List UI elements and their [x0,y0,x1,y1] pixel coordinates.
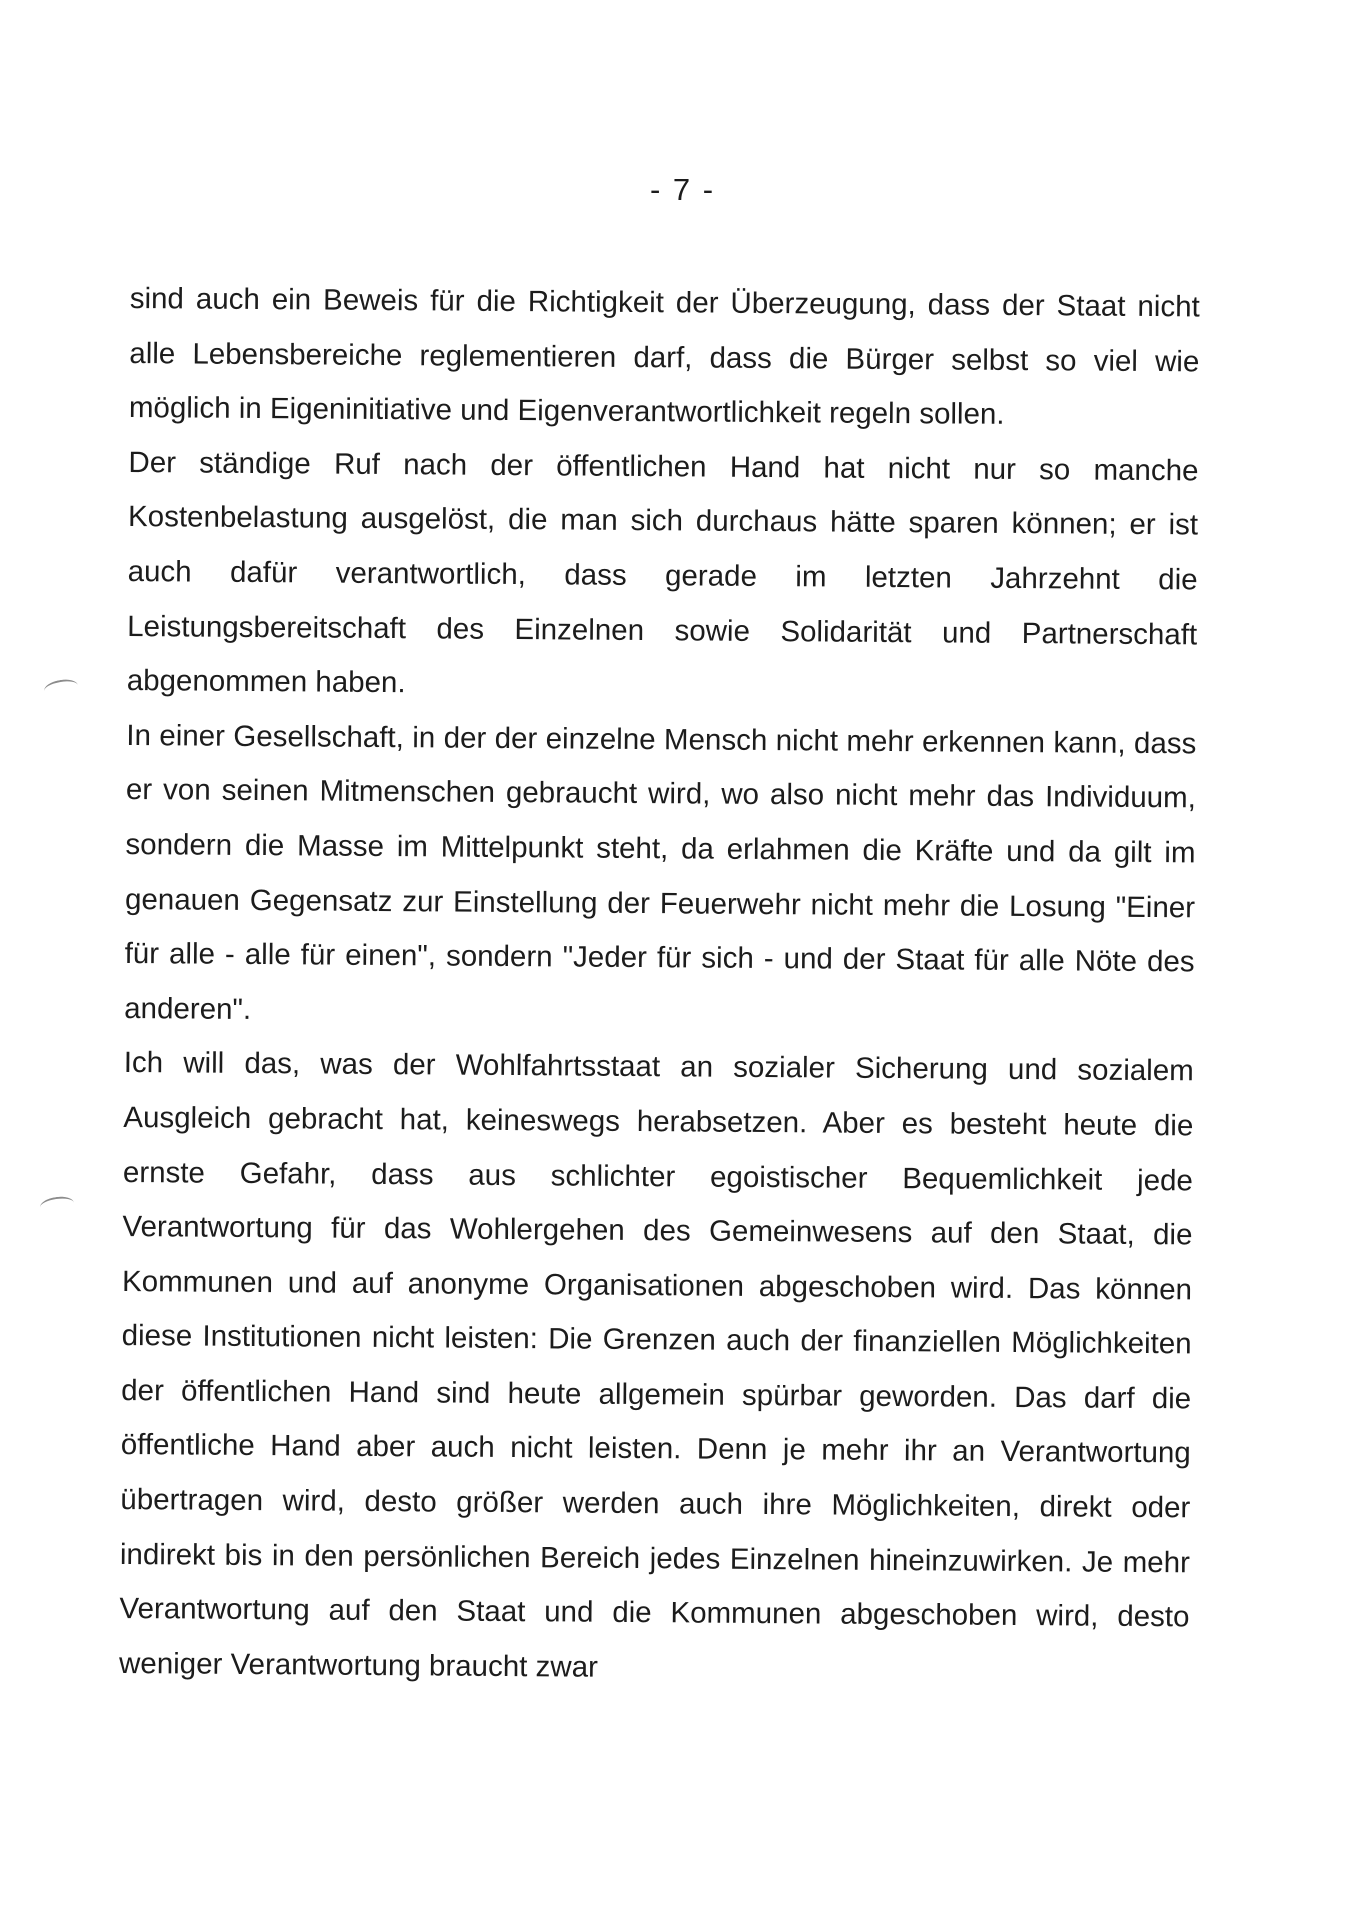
punch-hole-mark [43,677,79,699]
punch-hole-mark [39,1195,75,1216]
paragraph: Der ständige Ruf nach der öffentlichen Hand hat nicht nur so manche Kostenbelastung ausgelöst, die man sich durchaus hätte sparen können; er ist auch dafür verantwortlich, dass gerade im letzten Jahrzehnt die Leistungsbereitschaft des Einzelnen sowie Solidarität und Partnerschaft abgenommen haben. [126,445,1199,700]
page-number: - 7 - [649,172,716,207]
paragraph: Ich will das, was der Wohlfahrtsstaat an sozialer Sicherung und sozialem Ausgleich gebracht hat, keineswegs herabsetzen. Aber es besteht heute die ernste Gefahr, dass aus schlichter egoistischer Bequemlichkeit jede Verantwortung für das Wohlergehen des Gemeinwesens auf den Staat, die Kommunen und auf anonyme Organisationen abgeschoben wird. Das können diese Institutionen nicht leisten: Die Grenzen auch der finanziellen Möglichkeiten der öffentlichen Hand sind heute allgemein spürbar geworden. Das darf die öffentliche Hand aber auch nicht leisten. Denn je mehr ihr an Verantwortung übertragen wird, desto größer werden auch ihre Möglichkeiten, direkt oder indirekt bis in den persönlichen Bereich jedes Einzelnen hineinzuwirken. Je mehr Verantwortung auf den Staat und die Kommunen abgeschoben wird, desto weniger Verantwortung braucht zwar [118,1046,1194,1684]
body-text [119,272,1200,1700]
paragraph: sind auch ein Beweis für die Richtigkeit der Überzeugung, dass der Staat nicht alle Lebensbereiche reglementieren darf, dass die Bürger selbst so viel wie möglich in Eigeninitiative und Eigenverantwortlichkeit regeln sollen. [128,281,1200,432]
paragraph: In einer Gesellschaft, in der der einzelne Mensch nicht mehr erkennen kann, dass er von seinen Mitmenschen gebraucht wird, wo also nicht mehr das Individuum, sondern die Masse im Mittelpunkt steht, da erlahmen die Kräfte und da gilt im genauen Gegensatz zur Einstellung der Feuerwehr nicht mehr die Losung "Einer für alle - alle für einen", sondern "Jeder für sich - und der Staat für alle Nöte des anderen". [124,718,1197,1026]
